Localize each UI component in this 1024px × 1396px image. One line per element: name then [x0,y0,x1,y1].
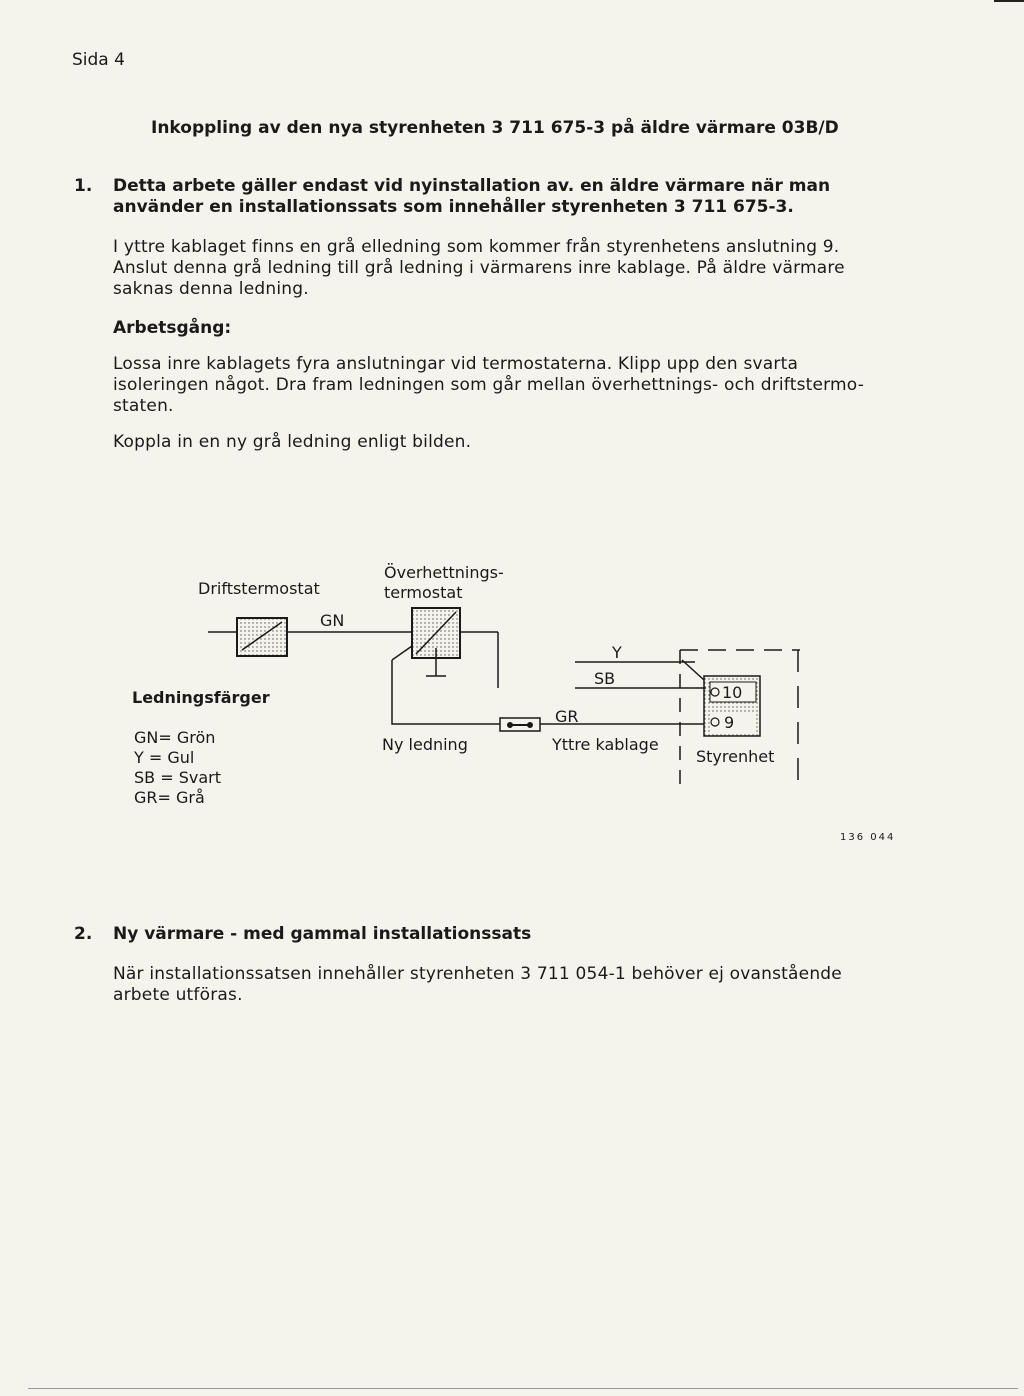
bottom-rule [28,1388,1018,1389]
overheat-thermostat-label-1: Överhettnings- [384,563,504,582]
terminal-9-label: 9 [724,713,735,732]
drift-thermostat [208,618,287,656]
wiring-diagram [120,550,820,810]
section-2-number: 2. [74,924,93,944]
page-number: Sida 4 [72,50,125,70]
legend-item-gr: GR= Grå [134,788,205,807]
section-1-paragraph-2: Lossa inre kablagets fyra anslutningar vid termostaterna. Klipp upp den svarta isoleringen något. Dra fram ledningen som går mellan överhettnings- och driftstermo-staten. [113,354,865,416]
control-unit-label: Styrenhet [696,747,775,766]
section-1-intro: Detta arbete gäller endast vid nyinstallation av. en äldre värmare när man använder en installationssats som innehåller styrenheten 3 711 675-3. [113,176,831,217]
overheat-thermostat [392,608,498,688]
legend-item-gn: GN= Grön [134,728,216,747]
section-2-heading: Ny värmare - med gammal installationssats [113,924,532,944]
document-title: Inkoppling av den nya styrenheten 3 711 675-3 på äldre värmare 03B/D [151,118,839,138]
terminal-block [704,676,760,736]
figure-number: 136 044 [840,832,896,843]
new-wire-label: Ny ledning [382,735,468,754]
terminal-10-label: 10 [722,683,743,702]
sb-wire-label: SB [594,669,616,688]
wire-connector [500,718,540,731]
overheat-thermostat-label-2: termostat [384,583,463,602]
work-heading: Arbetsgång: [113,318,232,338]
legend-title: Ledningsfärger [132,688,270,707]
gr-wire-label: GR [555,707,579,726]
edge-mark [994,0,1024,2]
outer-harness-label: Yttre kablage [552,735,659,754]
y-wire-label: Y [612,643,622,662]
section-1-number: 1. [74,176,93,196]
legend-item-sb: SB = Svart [134,768,221,787]
gn-wire-label: GN [320,611,345,630]
section-2-paragraph: När installationssatsen innehåller styrenheten 3 711 054-1 behöver ej ovanstående arbete utföras. [113,964,842,1005]
section-1-paragraph-1: I yttre kablaget finns en grå elledning som kommer från styrenhetens anslutning 9. Anslut denna grå ledning till grå ledning i värmarens inre kablage. På äldre värmare saknas denna ledning. [113,237,845,299]
drift-thermostat-label: Driftstermostat [198,579,320,598]
legend-item-y: Y = Gul [134,748,195,767]
section-1-paragraph-3: Koppla in en ny grå ledning enligt bilden. [113,432,472,452]
